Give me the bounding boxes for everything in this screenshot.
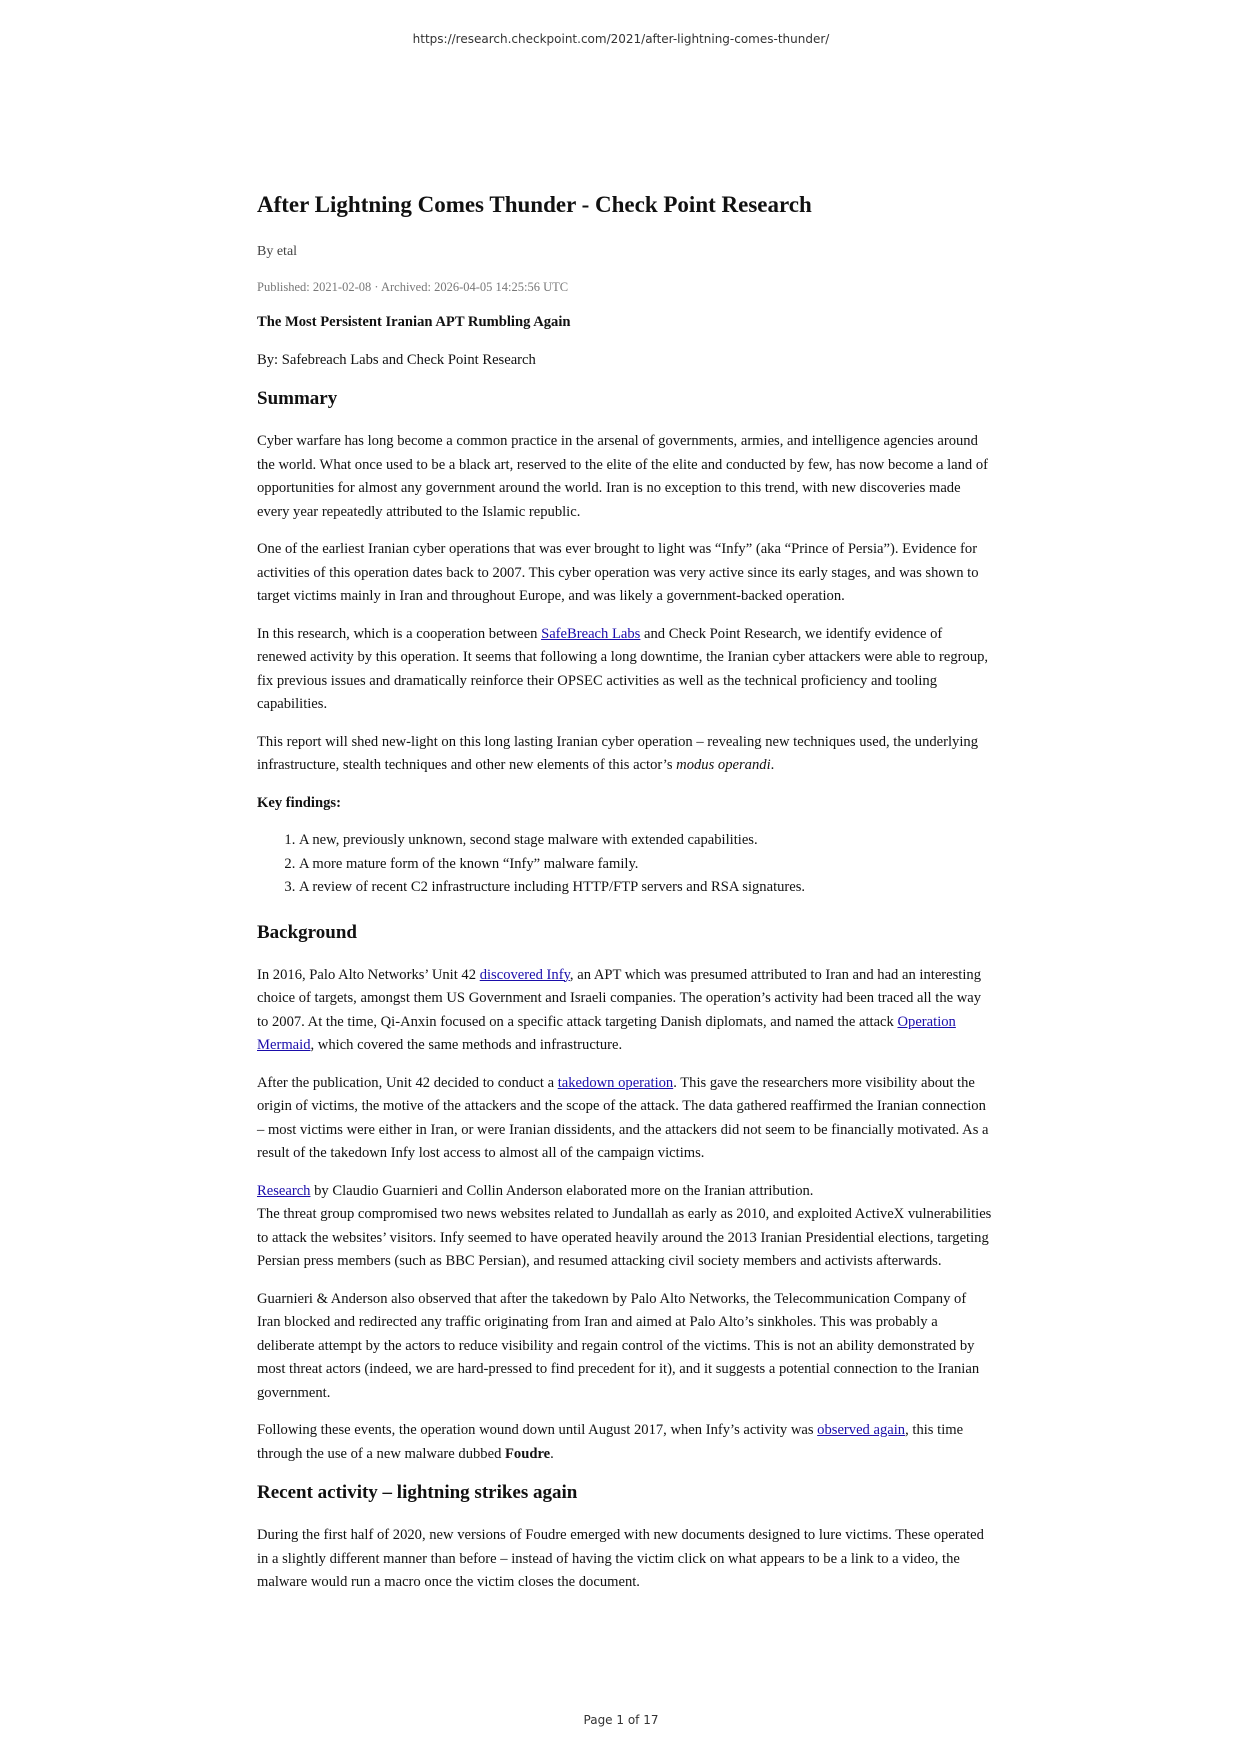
recent-activity-heading: Recent activity – lightning strikes again (257, 1482, 578, 1503)
article-content (257, 190, 992, 1609)
text-span: This report will shed new-light on this long lasting Iranian cyber operation – revealing new techniques used, the underlying infrastructure, stealth techniques and other new elements of this actor’s (257, 733, 978, 773)
key-findings-label-text: Key findings: (257, 794, 341, 811)
background-paragraph-4: Guarnieri & Anderson also observed that after the takedown by Palo Alto Networks, the Telecommunication Company of Iran blocked and redirected any traffic originating from Iran and aimed at Palo Alto’s sinkholes. This was probably a deliberate attempt by the actors to reduce visibility and regain control of the victims. This is not an ability demonstrated by most threat actors (indeed, we are hard-pressed to find precedent for it), and it suggests a potential connection to the Iranian government. (257, 1290, 980, 1401)
article-subtitle (257, 311, 992, 335)
article-title: After Lightning Comes Thunder - Check Point Research (257, 192, 812, 217)
background-paragraph-1 (257, 964, 992, 1058)
text-span: . This gave the researchers more visibility about the origin of victims, the motive of the attackers and the scope of the attack. The data gathered reaffirmed the Iranian connection – most victims were either in Iran, or were Iranian dissidents, and the attackers did not seem to be financially motivated. As a result of the takedown Infy lost access to almost all of the campaign victims. (257, 1074, 989, 1161)
operation-mermaid-link[interactable]: Operation Mermaid (257, 1013, 956, 1053)
text-span: Following these events, the operation wound down until August 2017, when Infy’s activity was (257, 1422, 818, 1438)
key-findings-label (257, 792, 992, 816)
observed-again-link[interactable]: observed again (817, 1422, 906, 1438)
summary-paragraph-4 (257, 731, 992, 778)
text-span: . (770, 757, 775, 773)
text-span: In 2016, Palo Alto Networks’ Unit 42 (257, 966, 480, 983)
article-authors: By: Safebreach Labs and Check Point Research (257, 351, 536, 368)
list-item: 1. A new, previously unknown, second stage malware with extended capabilities. (299, 829, 992, 853)
text-span: The threat group compromised two news websites related to Jundallah as early as 2010, and exploited ActiveX vulnerabilities to attack the websites’ visitors. Infy seemed to have operated heavily around the 2013 Iranian Presidential elections, targeting Persian press members (such as BBC Persian), and resumed attacking civil society members and activists afterwards. (257, 1206, 992, 1269)
text-span: , this time through the use of a new malware dubbed (257, 1422, 964, 1462)
background-heading: Background (257, 921, 357, 943)
summary-paragraph-1: Cyber warfare has long become a common practice in the arsenal of governments, armies, and intelligence agencies around the world. What once used to be a black art, reserved to the elite of the elite and conducted by few, has now become a land of opportunities for almost any government around the world. Iran is no exception to this trend, with new discoveries made every year repeatedly attributed to the Islamic republic. (257, 433, 989, 520)
text-span: , an APT which was presumed attributed to Iran and had an interesting choice of targets, amongst them US Government and Israeli companies. The operation’s activity had been traced all the way to 2007. At the time, Qi-Anxin focused on a specific attack targeting Danish diplomats, and named the attack (257, 966, 982, 1030)
page-url-header: https://research.checkpoint.com/2021/after-lightning-comes-thunder/ (412, 32, 830, 46)
article-subtitle-text: The Most Persistent Iranian APT Rumbling Again (257, 314, 571, 330)
recent-activity-paragraph-1: During the first half of 2020, new versions of Foudre emerged with new documents designed to lure victims. These operated in a slightly different manner than before – instead of having the victim click on what appears to be a link to a video, the malware would run a macro once the victim closes the document. (257, 1527, 984, 1590)
background-paragraph-2 (257, 1072, 992, 1166)
text-span: After the publication, Unit 42 decided to conduct a (257, 1074, 558, 1091)
bold-text: Foudre (505, 1445, 551, 1462)
summary-heading: Summary (257, 388, 338, 409)
summary-paragraph-3 (257, 623, 992, 717)
page-number: Page 1 of 17 (583, 1713, 659, 1727)
article-meta: Published: 2021-02-08 · Archived: 2026-04-05 14:25:56 UTC (257, 279, 569, 294)
research-link[interactable]: Research (257, 1182, 311, 1199)
italic-text: modus operandi (676, 757, 771, 773)
key-findings-list (257, 829, 992, 900)
background-paragraph-5 (257, 1419, 992, 1466)
article-byline: By etal (257, 244, 298, 259)
text-span: by Claudio Guarnieri and Collin Anderson elaborated more on the Iranian attribution. (310, 1182, 814, 1199)
background-paragraph-3 (257, 1180, 992, 1274)
takedown-operation-link[interactable]: takedown operation (557, 1074, 674, 1091)
text-span: and Check Point Research, we identify evidence of renewed activity by this operation. It seems that following a long downtime, the Iranian cyber attackers were able to regroup, fix previous issues and dramatically reinforce their OPSEC activities as well as the technical proficiency and tooling capabilities. (257, 625, 989, 712)
list-item: 3. A review of recent C2 infrastructure including HTTP/FTP servers and RSA signatures. (299, 876, 992, 900)
summary-paragraph-2: One of the earliest Iranian cyber operations that was ever brought to light was “Infy” (aka “Prince of Persia”). Evidence for activities of this operation dates back to 2007. This cyber operation was very active since its early stages, and was shown to target victims mainly in Iran and throughout Europe, and was likely a government-backed operation. (257, 541, 979, 604)
text-span: In this research, which is a cooperation between (257, 625, 542, 642)
discovered-infy-link[interactable]: discovered Infy (479, 966, 570, 983)
text-span: , which covered the same methods and infrastructure. (310, 1037, 623, 1053)
text-span: . (550, 1445, 554, 1462)
safebreach-labs-link[interactable]: SafeBreach Labs (541, 625, 641, 642)
list-item: 2. A more mature form of the known “Infy” malware family. (299, 853, 992, 877)
